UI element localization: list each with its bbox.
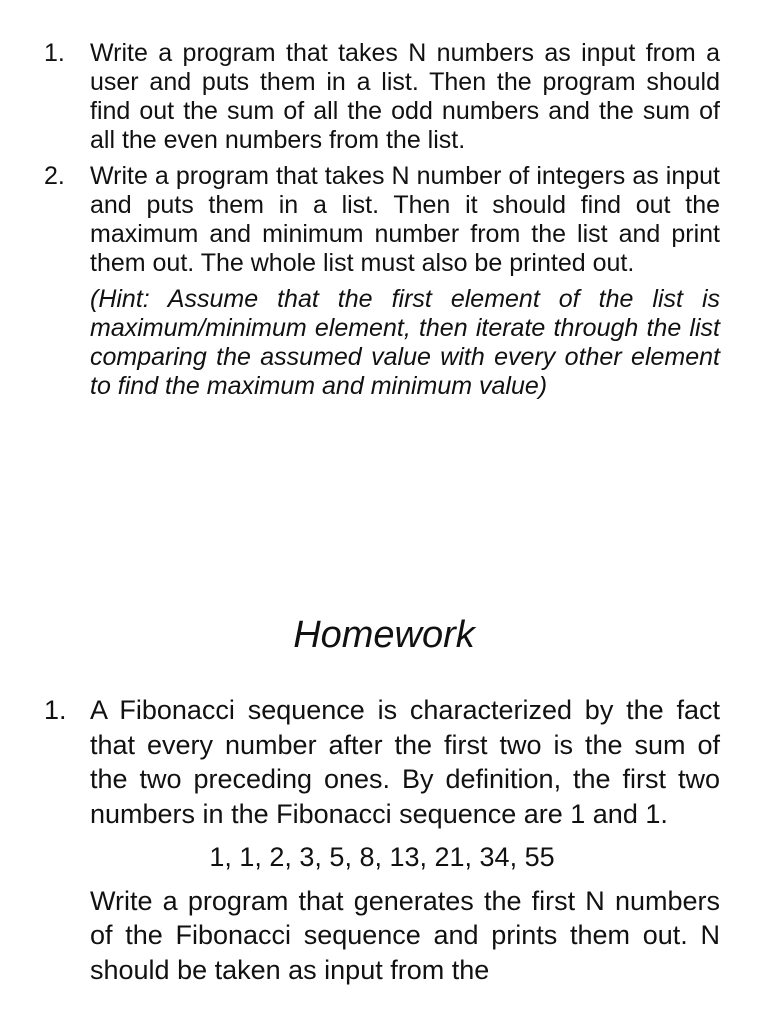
task-item [44, 162, 720, 401]
task-text: Write a program that takes N numbers as input from a user and puts them in a list. Then the program should find out the sum of all the odd numbers and the sum of all the even numbers from the list. [90, 39, 720, 154]
task-number: 2. [44, 162, 65, 190]
task-hint: (Hint: Assume that the first element of the list is maximum/minimum element, then iterate through the list comparing the assumed value with every other element to find the maximum and minimum value) [90, 285, 720, 400]
task-item [44, 39, 720, 155]
task-list [44, 39, 720, 401]
homework-heading: Homework [293, 614, 475, 656]
homework-list [44, 693, 720, 987]
task-number: 1. [44, 39, 65, 67]
fibonacci-sequence: 1, 1, 2, 3, 5, 8, 13, 21, 34, 55 [209, 842, 555, 872]
homework-instruction: Write a program that generates the first N numbers of the Fibonacci sequence and prints them out. N should be taken as input from the [90, 885, 720, 985]
homework-text: A Fibonacci sequence is characterized by the fact that every number after the first two is the sum of the two preceding ones. By definition, the first two numbers in the Fibonacci sequence are 1 and 1. [90, 695, 720, 829]
homework-item [44, 693, 720, 987]
task-text: Write a program that takes N number of integers as input and puts them in a list. Then it should find out the maximum and minimum number from the list and print them out. The whole list must also be printed out. [90, 162, 720, 277]
homework-number: 1. [44, 695, 67, 725]
